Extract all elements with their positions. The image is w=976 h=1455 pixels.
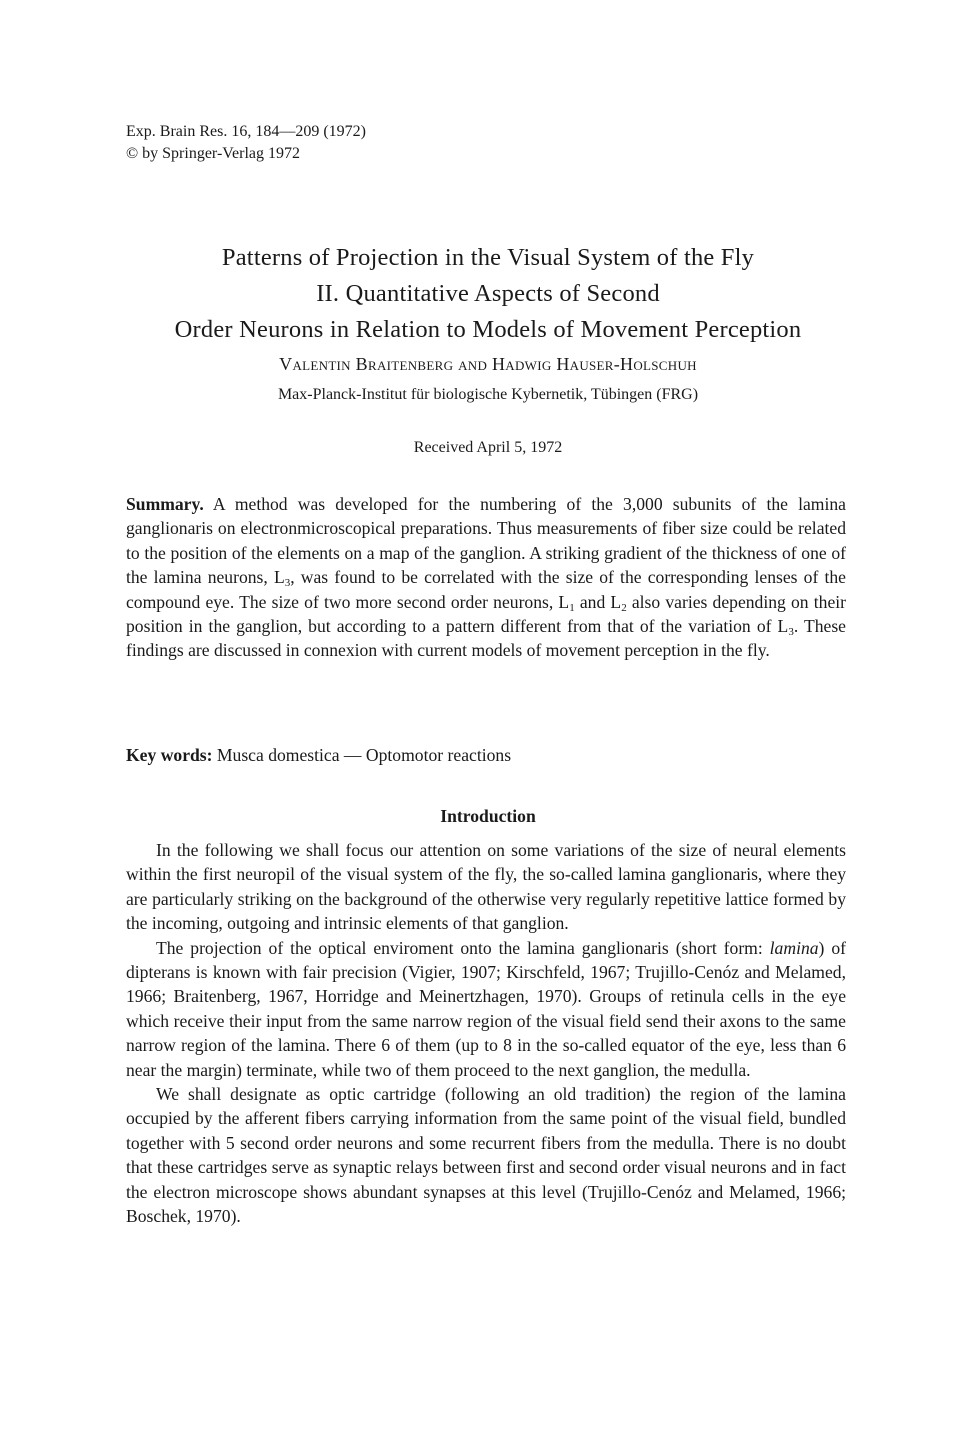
author-list: Valentin Braitenberg and Hadwig Hauser-Holschuh bbox=[279, 354, 697, 374]
summary-text-d: also varies depending on their position in the ganglion, but according to a pattern different from that of the variation of L bbox=[126, 591, 847, 637]
title-line-3: Order Neurons in Relation to Models of Movement Perception bbox=[174, 316, 802, 343]
introduction-body bbox=[126, 838, 846, 1229]
introduction-heading: Introduction bbox=[440, 806, 536, 826]
journal-copyright: © by Springer-Verlag 1972 bbox=[126, 145, 301, 162]
summary-text-e: . These findings are discussed in connexion with current models of movement perception in the fly. bbox=[126, 616, 846, 661]
author-affiliation: Max-Planck-Institut für biologische Kybernetik, Tübingen (FRG) bbox=[277, 386, 699, 403]
summary-text-a: A method was developed for the numbering of the 3,000 subunits of the lamina ganglionaris on electronmicroscopical preparations. Thus measurements of fiber size could be related to the position of the elements on a map of the ganglion. A striking gradient of the thickness of one of the lamina neurons, L bbox=[126, 494, 846, 588]
title-line-1: Patterns of Projection in the Visual System of the Fly bbox=[221, 244, 755, 271]
summary-subscript-b: 1 bbox=[569, 601, 575, 614]
introduction-p2-italic: lamina bbox=[769, 937, 819, 958]
journal-header bbox=[126, 121, 366, 165]
summary-subscript-a: 3 bbox=[284, 577, 291, 590]
summary-text-b: , was found to be correlated with the size of the corresponding lenses of the compound eye. The size of two more second order neurons, L bbox=[126, 567, 846, 612]
introduction-paragraph-2 bbox=[126, 936, 846, 1082]
title-line-2: II. Quantitative Aspects of Second bbox=[316, 280, 660, 307]
introduction-p2-text-a: The projection of the optical enviroment onto the lamina ganglionaris (short form: bbox=[156, 937, 770, 958]
article-title bbox=[100, 240, 876, 348]
summary-label: Summary. bbox=[126, 494, 204, 514]
journal-citation: Exp. Brain Res. 16, 184—209 (1972) bbox=[126, 123, 366, 140]
introduction-paragraph-3: We shall designate as optic cartridge (following an old tradition) the region of the lamina occupied by the afferent fibers carrying information from the same point of the visual field, bundled together with 5 second order neurons and some recurrent fibers from the medulla. There is no doubt that these cartridges serve as synaptic relays between first and second order visual neurons and in fact the electron microscope shows abundant synapses at this level (Trujillo-Cenóz and Melamed, 1966; Boschek, 1970). bbox=[126, 1084, 846, 1227]
introduction-paragraph-1: In the following we shall focus our attention on some variations of the size of neural elements within the first neuropil of the visual system of the fly, the so-called lamina ganglionaris, where they are particularly striking on the background of the otherwise very regularly repetitive lattice formed by the incoming, outgoing and intrinsic elements of that ganglion. bbox=[126, 840, 846, 934]
summary-paragraph bbox=[126, 492, 846, 663]
summary-subscript-d: 3 bbox=[788, 626, 794, 639]
summary-subscript-c: 2 bbox=[621, 601, 627, 614]
keywords-text: Musca domestica — Optomotor reactions bbox=[212, 745, 512, 765]
keywords-label: Key words: bbox=[126, 745, 213, 765]
introduction-p2-text-b: ) of dipterans is known with fair precision (Vigier, 1907; Kirschfeld, 1967; Trujillo-Cenóz and Melamed, 1966; Braitenberg, 1967, Horridge and Meinertzhagen, 1970). Groups of retinula cells in the eye which receive their input from the same narrow region of the visual field send their axons to the same narrow region of the lamina. There 6 of them (up to 8 in the so-called equator of the eye, less than 6 near the margin) terminate, while two of them proceed to the next ganglion, the medulla. bbox=[126, 937, 846, 1080]
summary-text-c: and L bbox=[574, 591, 622, 612]
received-date: Received April 5, 1972 bbox=[413, 439, 563, 456]
keywords-line bbox=[126, 743, 511, 767]
